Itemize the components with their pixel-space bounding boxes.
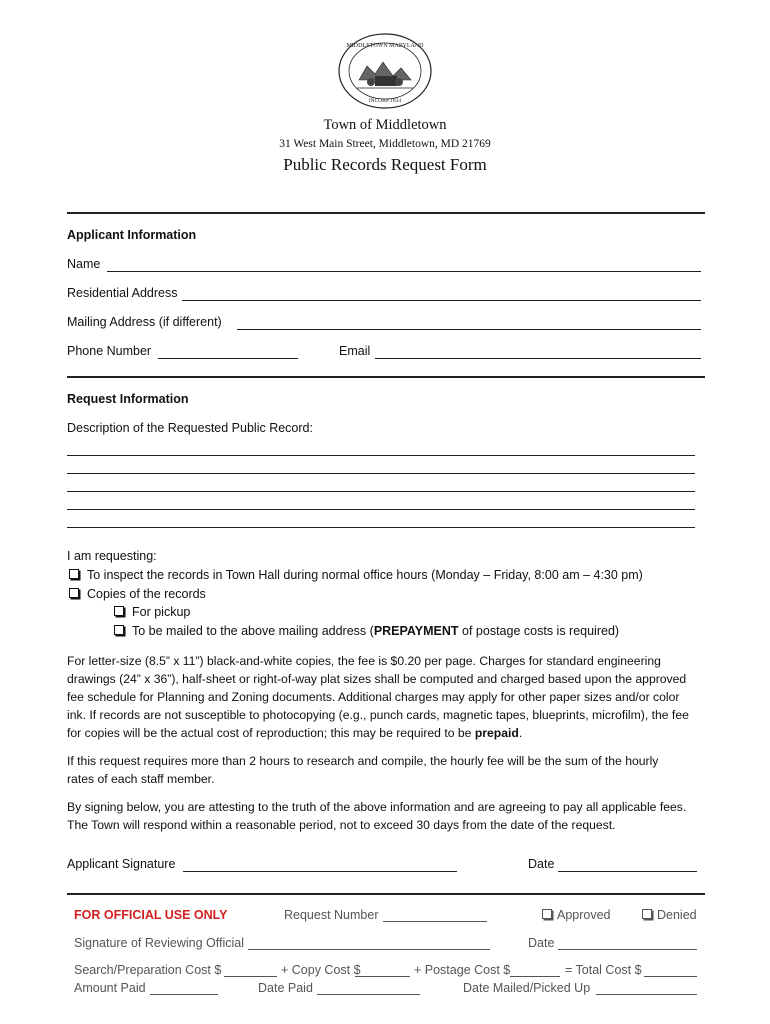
option-pickup[interactable]	[114, 605, 190, 619]
amount-paid-label: Amount Paid	[74, 981, 146, 995]
option-mailed-label-post: of postage costs is required)	[458, 624, 620, 638]
option-mailed-label-pre: To be mailed to the above mailing address (	[132, 624, 374, 638]
reviewer-signature-label: Signature of Reviewing Official	[74, 936, 244, 950]
fee-line	[67, 724, 707, 742]
signature-date-label: Date	[528, 857, 555, 871]
approved-option[interactable]	[542, 908, 611, 922]
postage-cost-field[interactable]	[510, 976, 560, 977]
attestation-line: By signing below, you are attesting to the truth of the above information and are agreeing to pay all applicable fees.	[67, 800, 687, 814]
copy-cost-label: + Copy Cost $	[281, 963, 361, 977]
request-number-field[interactable]	[383, 921, 487, 922]
fee-line-end: .	[518, 726, 523, 740]
requesting-label: I am requesting:	[67, 549, 157, 563]
form-title: Public Records Request Form	[283, 155, 487, 174]
applicant-signature-field[interactable]	[183, 871, 457, 872]
phone-label: Phone Number	[67, 344, 152, 358]
name-field[interactable]	[107, 271, 701, 272]
section-divider	[67, 376, 705, 378]
date-mailed-label: Date Mailed/Picked Up	[463, 981, 591, 995]
seal-top-text: MIDDLETOWN MARYLAND	[346, 43, 424, 49]
reviewer-signature-field[interactable]	[248, 949, 490, 950]
applicant-signature-label: Applicant Signature	[67, 857, 176, 871]
postage-cost-label: + Postage Cost $	[414, 963, 511, 977]
search-cost-field[interactable]	[224, 976, 277, 977]
description-line[interactable]	[67, 473, 695, 474]
approved-label: Approved	[557, 908, 611, 922]
hourly-line: If this request requires more than 2 hours to research and compile, the hourly fee will be the sum of the hourly	[67, 754, 659, 768]
copy-cost-field[interactable]	[355, 976, 410, 977]
description-line[interactable]	[67, 455, 695, 456]
official-date-field[interactable]	[558, 949, 697, 950]
date-paid-label: Date Paid	[258, 981, 313, 995]
residential-address-field[interactable]	[182, 300, 701, 301]
amount-paid-field[interactable]	[150, 994, 218, 995]
fee-line: For letter-size (8.5” x 11”) black-and-white copies, the fee is $0.20 per page. Charges for standard engineering	[67, 654, 661, 668]
phone-field[interactable]	[158, 358, 298, 359]
checkbox-icon[interactable]	[542, 909, 552, 919]
section-divider	[67, 893, 705, 895]
official-date-label: Date	[528, 936, 555, 950]
fee-line: drawings (24” x 36”), half-sheet or right-of-way plat sizes shall be computed and charged based upon the approved	[67, 672, 687, 686]
mailing-address-label: Mailing Address (if different)	[67, 315, 222, 329]
mailing-address-field[interactable]	[237, 329, 701, 330]
residential-address-label: Residential Address	[67, 286, 178, 300]
option-inspect-label: To inspect the records in Town Hall during normal office hours (Monday – Friday, 8:00 am – 4:30 pm)	[87, 568, 643, 582]
fee-line-text: for copies will be the actual cost of reproduction; this may be required to be	[67, 726, 475, 740]
checkbox-icon[interactable]	[114, 625, 124, 635]
request-heading: Request Information	[67, 392, 189, 406]
checkbox-icon[interactable]	[69, 569, 79, 579]
option-pickup-label: For pickup	[132, 605, 191, 619]
checkbox-icon[interactable]	[114, 606, 124, 616]
official-use-heading: FOR OFFICIAL USE ONLY	[74, 908, 228, 922]
date-mailed-field[interactable]	[596, 994, 697, 995]
email-field[interactable]	[375, 358, 701, 359]
option-mailed-label-bold: PREPAYMENT	[373, 624, 459, 638]
description-line[interactable]	[67, 491, 695, 492]
hourly-line: rates of each staff member.	[67, 772, 215, 786]
email-label: Email	[339, 344, 371, 358]
applicant-heading: Applicant Information	[67, 228, 197, 242]
option-copies[interactable]	[69, 587, 206, 601]
seal-bottom-text: INCORP 1834	[368, 98, 402, 104]
option-copies-label: Copies of the records	[87, 587, 206, 601]
fee-paragraph	[67, 652, 707, 742]
town-address: 31 West Main Street, Middletown, MD 21769	[279, 138, 491, 150]
attestation-line: The Town will respond within a reasonable period, not to exceed 30 days from the date of the request.	[67, 818, 616, 832]
description-line[interactable]	[67, 509, 695, 510]
name-label: Name	[67, 257, 101, 271]
fee-line: ink. If records are not susceptible to photocopying (e.g., punch cards, magnetic tapes, blueprints, microfilm), the fee	[67, 708, 689, 722]
hourly-fee-paragraph	[67, 752, 707, 788]
town-name: Town of Middletown	[323, 117, 447, 133]
denied-option[interactable]	[642, 908, 697, 922]
denied-label: Denied	[657, 908, 697, 922]
description-label: Description of the Requested Public Record:	[67, 421, 313, 435]
attestation-paragraph	[67, 798, 707, 834]
checkbox-icon[interactable]	[642, 909, 652, 919]
prepaid-emphasis: prepaid	[474, 726, 519, 740]
date-paid-field[interactable]	[317, 994, 420, 995]
request-number-label: Request Number	[284, 908, 379, 922]
checkbox-icon[interactable]	[69, 588, 79, 598]
fee-line: fee schedule for Planning and Zoning documents. Additional charges may apply for other paper sizes and/or color	[67, 690, 680, 704]
section-divider	[67, 212, 705, 214]
option-mailed[interactable]	[114, 624, 619, 638]
total-cost-label: = Total Cost $	[565, 963, 642, 977]
option-inspect[interactable]	[69, 568, 643, 582]
description-line[interactable]	[67, 527, 695, 528]
total-cost-field[interactable]	[644, 976, 697, 977]
signature-date-field[interactable]	[558, 871, 697, 872]
search-cost-label: Search/Preparation Cost $	[74, 963, 222, 977]
town-seal-logo	[337, 32, 433, 110]
